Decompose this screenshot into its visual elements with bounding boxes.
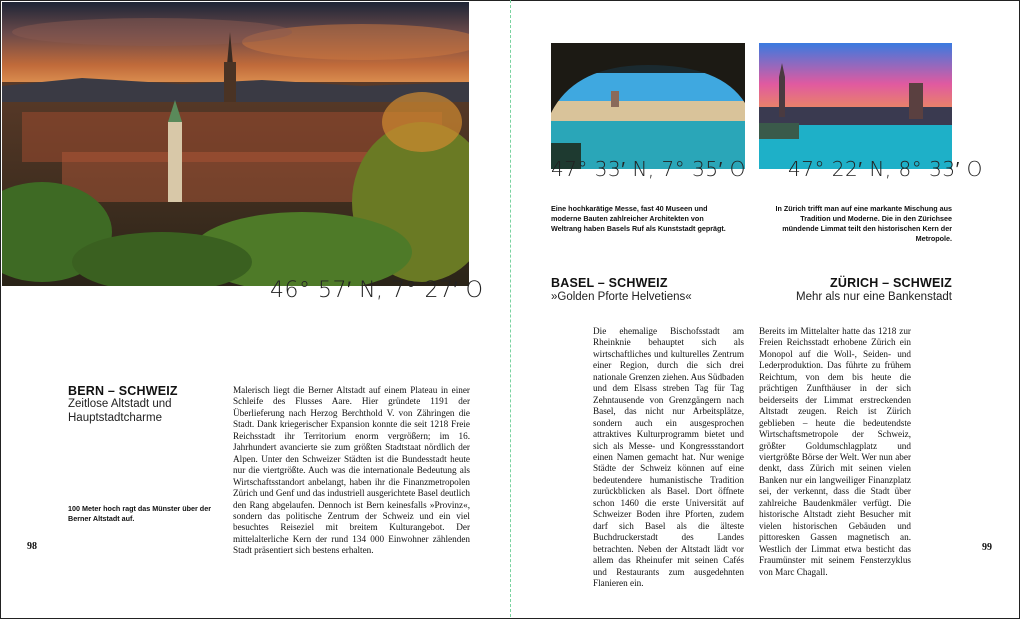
page-number-left: 98 <box>27 541 37 552</box>
basel-subtitle: »Golden Pforte Helvetiens« <box>551 291 692 303</box>
basel-photo-caption: Eine hochkarätige Messe, fast 40 Museen und moderne Bauten zahlreicher Architekten von Weltrang haben Basels Ruf als Kunststadt geprägt. <box>551 204 726 233</box>
bern-photo-caption: 100 Meter hoch ragt das Münster über der Berner Altstadt auf. <box>68 504 211 523</box>
zurich-coordinates: 47° 22′ N, 8° 33′ O <box>788 157 983 181</box>
bern-coordinates: 46° 57′ N, 7° 27′ O <box>270 278 484 303</box>
zurich-subtitle: Mehr als nur eine Bankenstadt <box>796 291 952 303</box>
bern-subtitle: Zeitlose Altstadt und Hauptstadtcharme <box>68 398 172 424</box>
bern-heading: BERN – SCHWEIZ <box>68 384 178 398</box>
basel-body-text: Die ehemalige Bischofsstadt am Rheinknie behauptet sich als wirtschaftliches und kulturelles Zentrum einer Region, durch die sich drei nationale Grenzen ziehen. Aus Südbaden und dem Elsass streben Tag für Tag Zehntausende von Grenzgängern nach Basel, das nicht nur Arbeitsplätze, sondern auch ein ausgesprochen attraktives Kulturprogramm bietet und sich als Messe- und Kongressstandort einen Namen gemacht hat. Nur wenige Städte der Schweiz können auf eine bedeutendere humanistische Tradition zurückblicken als Basel. Dort öffnete schon 1460 die erste Universität auf Schweizer Boden ihre Pforten, zudem darf sich Basel als die älteste Buchdruckerstadt des Landes betrachten. Neben der Altstadt lädt vor allem das Rheinufer mit seinen Cafés und Restaurants zum ausgedehnten Flanieren ein. <box>593 326 744 588</box>
page-gutter <box>510 0 511 617</box>
bern-photo <box>2 2 469 286</box>
zurich-photo-caption: In Zürich trifft man auf eine markante Mischung aus Tradition und Moderne. Die in den Zürichsee mündende Limmat teilt den historischen Kern der Metropole. <box>775 204 952 243</box>
zurich-photo <box>759 43 952 169</box>
basel-heading: BASEL – SCHWEIZ <box>551 276 668 290</box>
basel-photo <box>551 43 745 169</box>
basel-coordinates: 47° 33′ N, 7° 35′ O <box>551 157 746 181</box>
page-number-right: 99 <box>982 542 992 553</box>
zurich-body-text: Bereits im Mittelalter hatte das 1218 zur Freien Reichsstadt erhobene Zürich ein Monopol auf die Woll-, Seiden- und Lederproduktion. Das führte zu frühem Reichtum, von dem bis heute die prächtigen Zunfthäuser in der sich beiderseits der Limmat erstreckenden Altstadt zeugen. Reich ist Zürich geblieben – heute die bedeutendste Wirtschaftsmetropole der Schweiz, größter Goldumschlagplatz und viertgrößte Börse der Welt. Wer nun aber denkt, dass Zürich mit seinen vielen Banken nur ein langweiliger Finanzplatz sei, der verkennt, dass die Stadt über zahlreiche Baudenkmäler verfügt. Die historische Altstadt zieht Besucher mit vielen historischen Gebäuden und pittoresken Gassen magnetisch an. Westlich der Limmat etwa besticht das Fraumünster mit seinem Fensterzyklus von Marc Chagall. <box>759 326 911 577</box>
zurich-heading: ZÜRICH – SCHWEIZ <box>830 276 952 290</box>
bern-body-text: Malerisch liegt die Berner Altstadt auf einem Plateau in einer Schleife des Flusses Aare. Hier gründete 1191 der Überlieferung nach Herzog Berchthold V. von Zähringen die Stadt. Dank kriegerischer Expansion konnte die seit 1218 Freie Reichsstadt ihr Territorium enorm vergrößern; im 16. Jahrhundert avancierte sie zum größten Stadtstaat nördlich der Alpen. Unter den Schweizer Städten ist die Bundesstadt heute nur die viertgrößte. Auch was die internationale Bedeutung als Wirtschaftsstandort anbelangt, haben ihr die Finanzmetropolen Zürich und Genf und das industriell ausgerichtete Basel deutlich den Rang abgelaufen. Dennoch ist Bern keinesfalls »Provinz«, sondern das politische Zentrum der Schweiz und ein viel besuchtes Reiseziel mit breitem Kulturangebot. Der mittelalterliche Kern der rund 134 000 Einwohner zählenden Stadt präsentiert sich bestens erhalten. <box>233 385 470 556</box>
